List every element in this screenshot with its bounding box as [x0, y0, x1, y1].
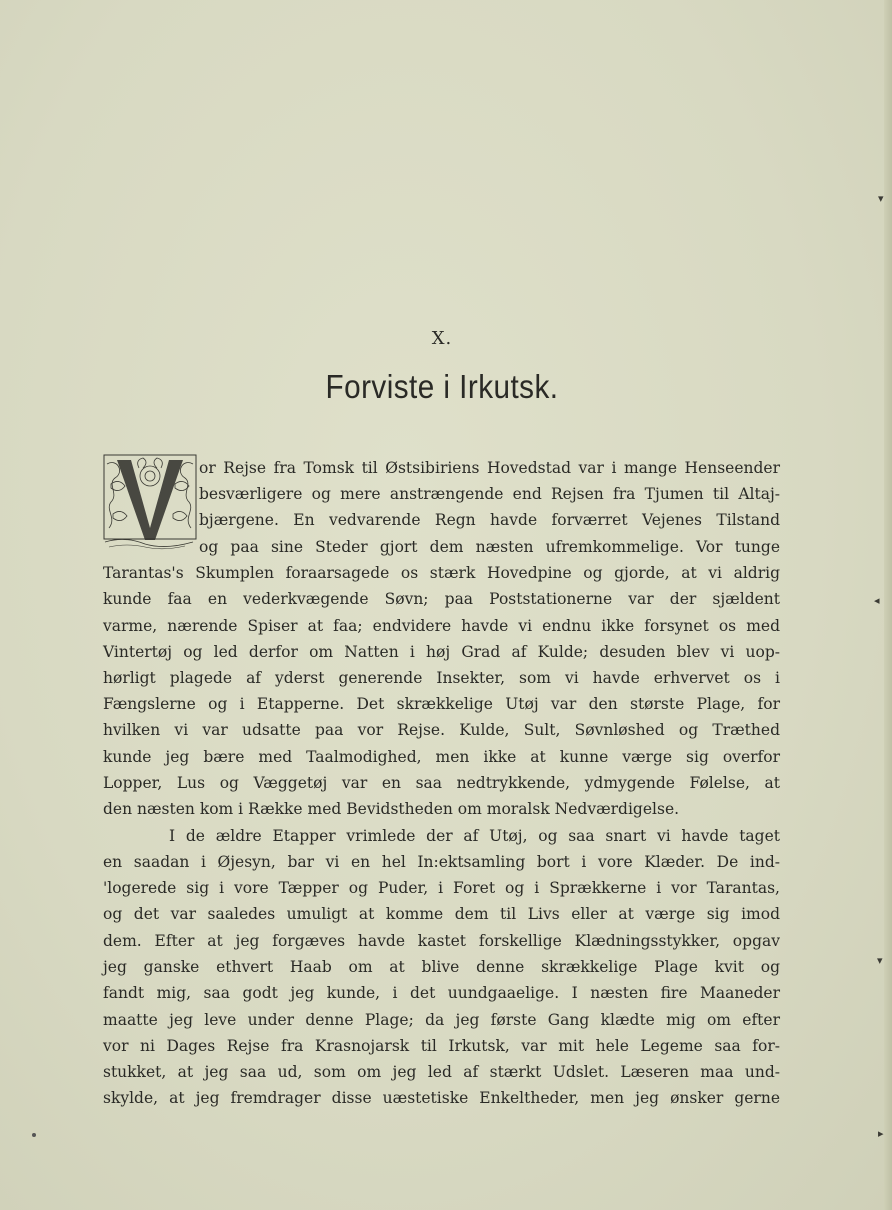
text-line: or Rejse fra Tomsk til Østsibiriens Hovedstad var i mange Henseender	[199, 459, 780, 477]
text-line: og paa sine Steder gjort dem næsten ufremkommelige. Vor tunge	[199, 538, 780, 556]
text-line: 'logerede sig i vore Tæpper og Puder, i Foret og i Sprækkerne i vor Tarantas,	[103, 879, 780, 897]
text-line: varme, nærende Spiser at faa; endvidere havde vi endnu ikke forsynet os med	[103, 617, 780, 635]
text-line: vor ni Dages Rejse fra Krasnojarsk til Irkutsk, var mit hele Legeme saa for-	[103, 1037, 780, 1055]
text-line: og det var saaledes umuligt at komme dem til Livs eller at værge sig imod	[103, 905, 780, 923]
scan-mark: ◂	[874, 594, 880, 607]
text-line: den næsten kom i Række med Bevidstheden om moralsk Nedværdigelse.	[103, 800, 680, 818]
text-line: Lopper, Lus og Væggetøj var en saa nedtrykkende, ydmygende Følelse, at	[103, 774, 780, 792]
text-line: Vintertøj og led derfor om Natten i høj Grad af Kulde; desuden blev vi uop-	[103, 643, 780, 661]
text-line: fandt mig, saa godt jeg kunde, i det uundgaaelige. I næsten fire Maaneder	[103, 984, 780, 1002]
scan-speck	[32, 1133, 36, 1137]
scan-mark: ▾	[878, 192, 884, 205]
scan-mark: ▾	[877, 954, 883, 967]
text-line: hvilken vi var udsatte paa vor Rejse. Kulde, Sult, Søvnløshed og Træthed	[103, 721, 780, 739]
text-line: jeg ganske ethvert Haab om at blive denne skrækkelige Plage kvit og	[103, 958, 780, 976]
text-line: hørligt plagede af yderst generende Insekter, som vi havde erhvervet os i	[103, 669, 780, 687]
text-line: I de ældre Etapper vrimlede der af Utøj, og saa snart vi havde taget	[169, 827, 780, 845]
chapter-number: X.	[431, 328, 453, 349]
text-line: dem. Efter at jeg forgæves havde kastet forskellige Klædningsstykker, opgav	[103, 932, 780, 950]
chapter-title: Forviste i Irkutsk.	[325, 368, 559, 405]
text-line: en saadan i Øjesyn, bar vi en hel In:ektsamling bort i vore Klæder. De ind-	[103, 853, 780, 871]
text-line: kunde faa en vederkvægende Søvn; paa Poststationerne var der sjældent	[103, 590, 780, 608]
scan-mark: ▸	[878, 1127, 884, 1140]
text-line: skylde, at jeg fremdrager disse uæstetiske Enkeltheder, men jeg ønsker gerne	[103, 1089, 780, 1107]
text-line: stukket, at jeg saa ud, som om jeg led af stærkt Udslet. Læseren maa und-	[103, 1063, 780, 1081]
text-line: besværligere og mere anstrængende end Rejsen fra Tjumen til Altaj-	[199, 485, 780, 503]
text-line: kunde jeg bære med Taalmodighed, men ikke at kunne værge sig overfor	[103, 748, 780, 766]
text-line: Tarantas's Skumplen foraarsagede os stærk Hovedpine og gjorde, at vi aldrig	[103, 564, 780, 582]
text-line: maatte jeg leve under denne Plage; da jeg første Gang klædte mig om efter	[103, 1011, 780, 1029]
text-line: bjærgene. En vedvarende Regn havde forværret Vejenes Tilstand	[199, 511, 780, 529]
text-line: Fængslerne og i Etapperne. Det skrækkelige Utøj var den største Plage, for	[103, 695, 780, 713]
